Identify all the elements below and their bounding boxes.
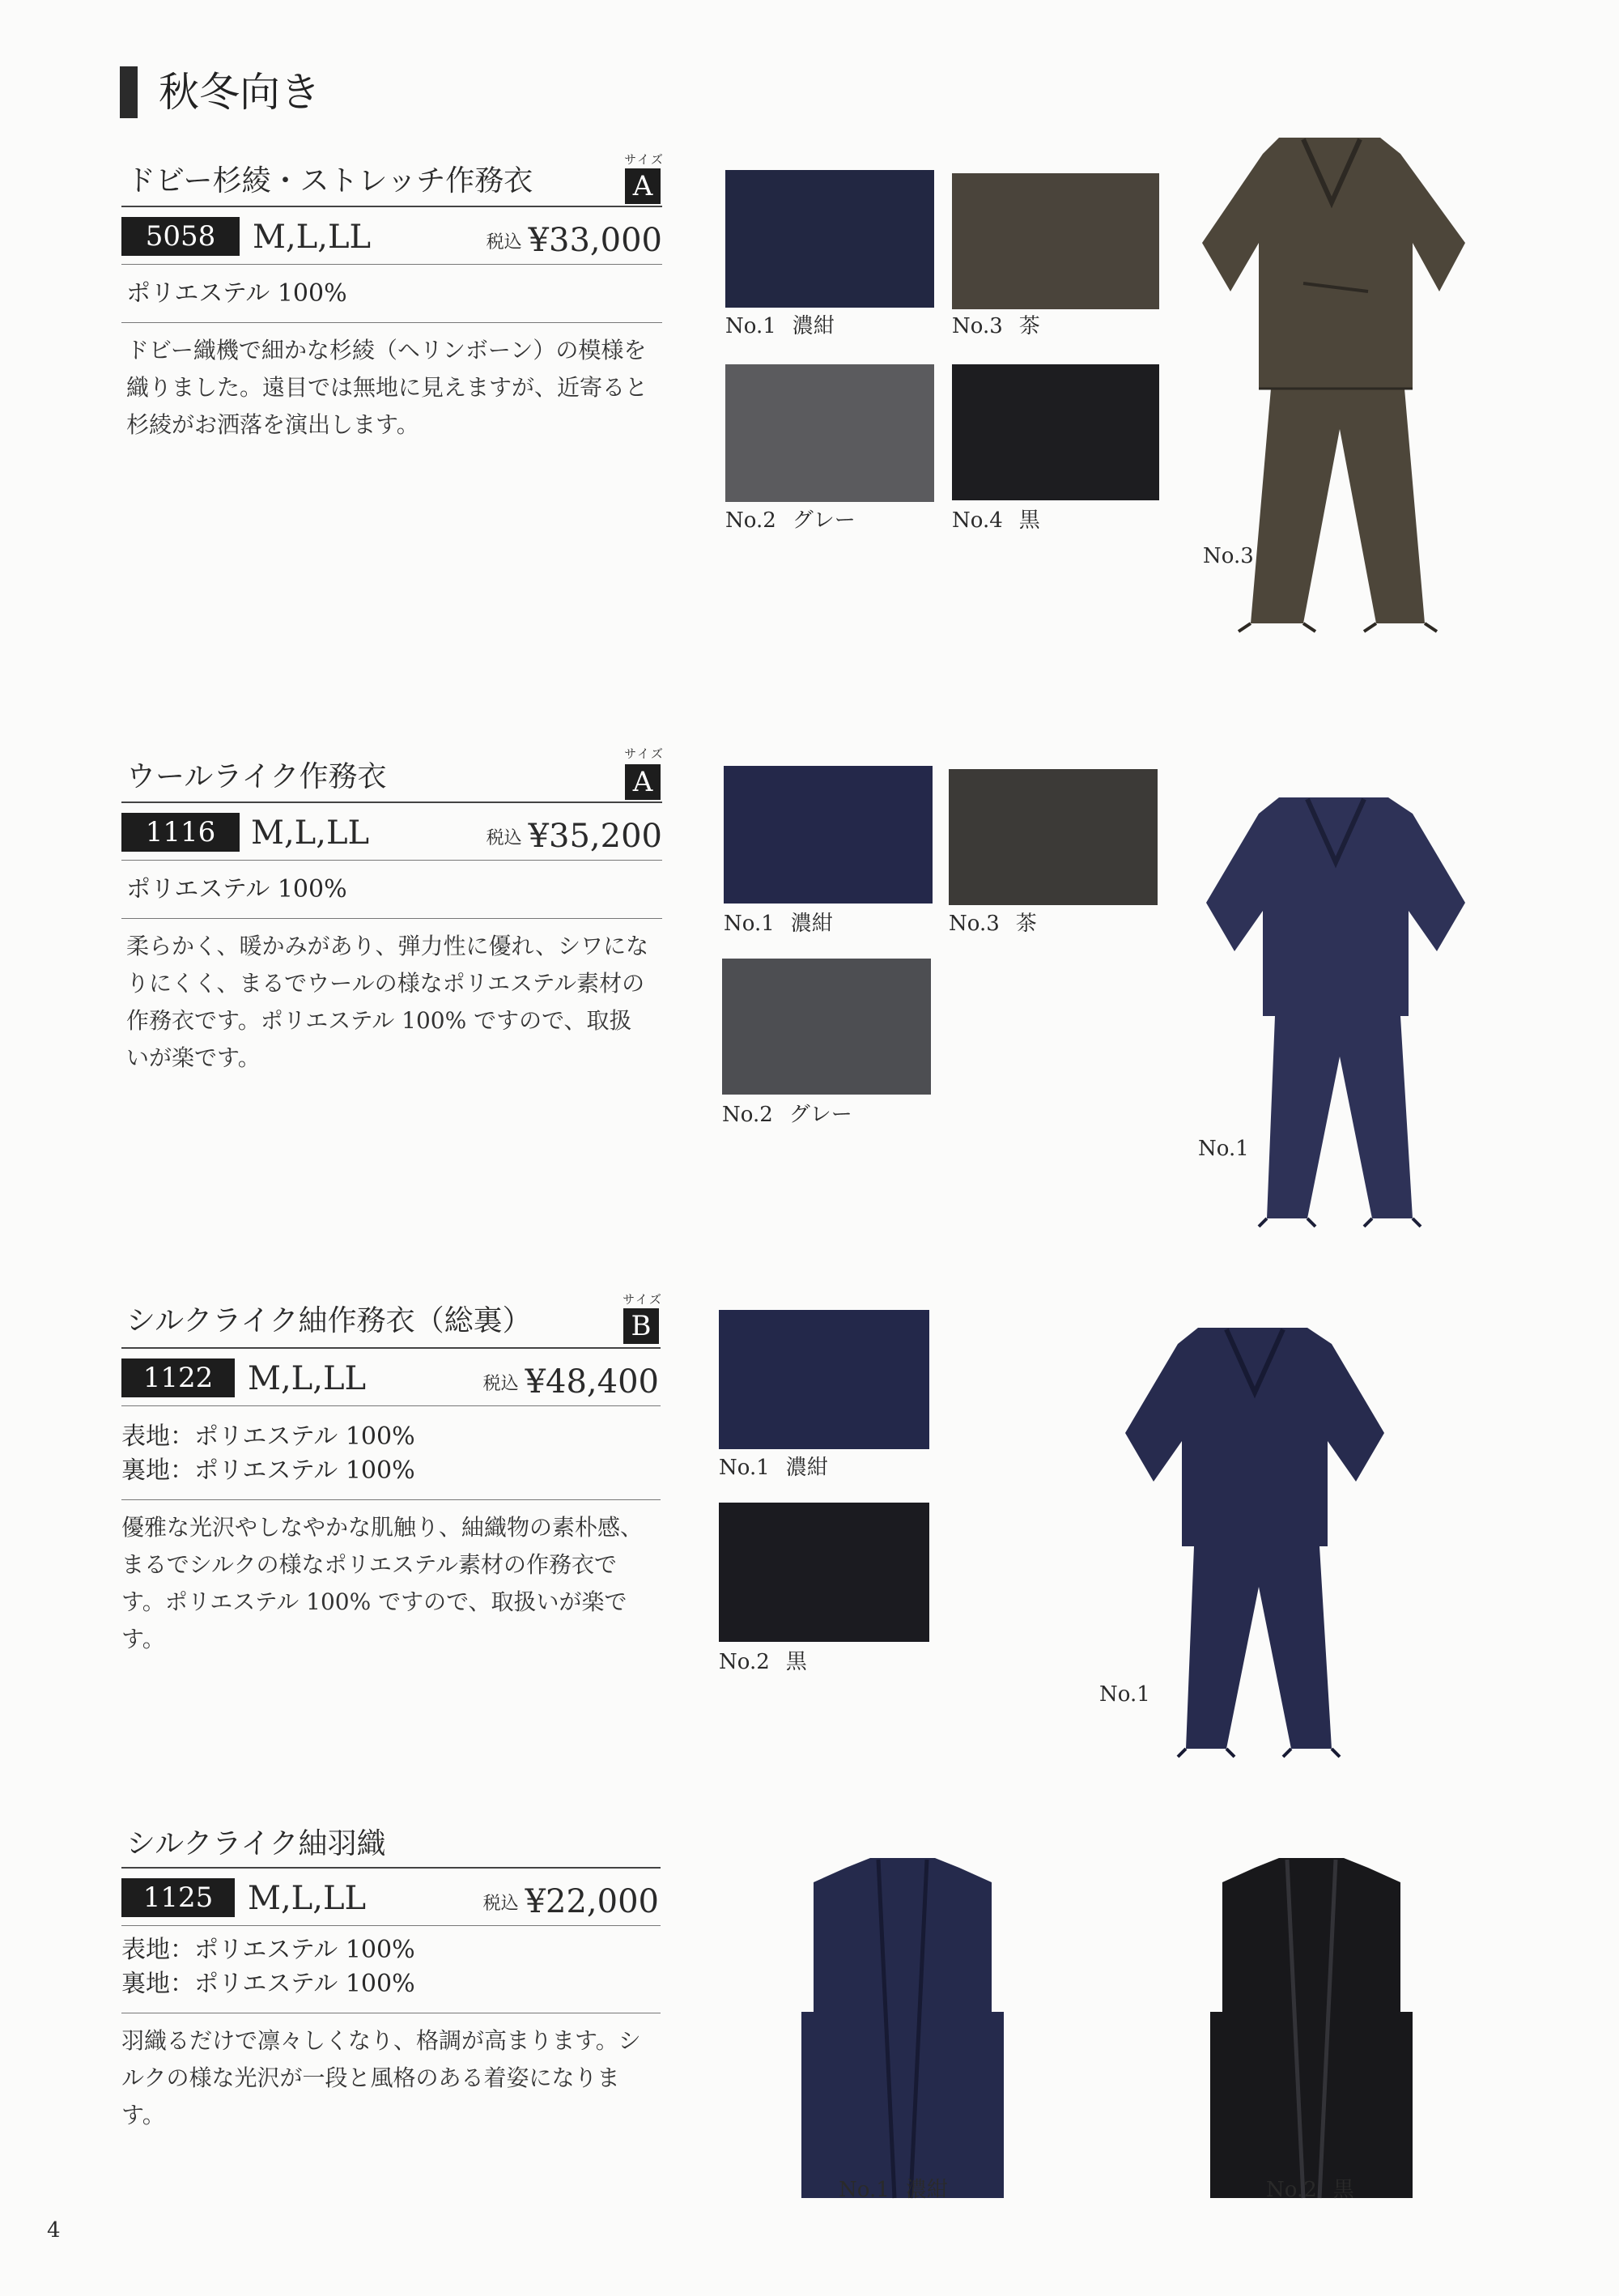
size-class-badge: A xyxy=(625,168,661,204)
price xyxy=(419,1362,659,1405)
swatch-navy xyxy=(719,1310,929,1449)
product-description: 優雅な光沢やしなやかな肌触り、紬織物の素朴感、まるでシルクの様なポリエステル素材の作務衣です。ポリエステル 100% ですので、取扱いが楽です。 xyxy=(121,1514,644,1652)
size-label: サイズ xyxy=(624,746,665,761)
photo-caption: No.2 黒 xyxy=(1266,2178,1354,2202)
price xyxy=(421,816,662,859)
swatch-brown xyxy=(949,769,1158,905)
divider xyxy=(121,1499,661,1500)
swatch-navy xyxy=(725,170,934,308)
divider xyxy=(121,1347,661,1349)
samue-photo xyxy=(1109,1320,1400,1773)
material-lining: 裏地：ポリエステル 100% xyxy=(121,1456,415,1485)
divider xyxy=(121,264,662,265)
swatch-gray xyxy=(722,959,931,1095)
product-description: 羽織るだけで凛々しくなり、格調が高まります。シルクの様な光沢が一段と風格のある着姿になります。 xyxy=(121,2027,641,2128)
available-sizes: M,L,LL xyxy=(248,1880,367,1917)
section-title: 秋冬向き xyxy=(159,69,321,116)
divider xyxy=(121,1405,661,1406)
price xyxy=(419,1881,659,1924)
product-code: 1116 xyxy=(121,813,240,852)
haori-photo-navy xyxy=(797,1850,1008,2206)
divider xyxy=(121,860,662,861)
product-name: ドビー杉綾・ストレッチ作務衣 xyxy=(126,164,533,198)
product-name: シルクライク紬羽織 xyxy=(126,1827,386,1860)
swatch-brown xyxy=(952,173,1159,309)
material-outer: 表地：ポリエステル 100% xyxy=(121,1422,415,1451)
tax-label: 税込 xyxy=(486,232,522,253)
swatch-caption: No.3 茶 xyxy=(952,314,1040,338)
swatch-caption: No.2 黒 xyxy=(719,1650,807,1674)
photo-caption: No.1 xyxy=(1099,1682,1150,1707)
product-name: ウールライク作務衣 xyxy=(126,760,387,793)
divider xyxy=(121,918,662,919)
product-code: 1125 xyxy=(121,1878,235,1917)
material: ポリエステル 100% xyxy=(126,875,347,904)
swatch-black xyxy=(719,1503,929,1642)
product-description: ドビー織機で細かな杉綾（ヘリンボーン）の模様を織りました。遠目では無地に見えますが、近寄ると杉綾がお洒落を演出します。 xyxy=(126,337,648,438)
product-name: シルクライク紬作務衣（総裏） xyxy=(126,1304,532,1337)
product-code: 5058 xyxy=(121,217,240,256)
size-class-badge: B xyxy=(623,1308,659,1344)
material-lining: 裏地：ポリエステル 100% xyxy=(121,1970,415,1998)
product-description: 柔らかく、暖かみがあり、弾力性に優れ、シワになりにくく、まるでウールの様なポリエステル素材の作務衣です。ポリエステル 100% ですので、取扱いが楽です。 xyxy=(126,933,649,1071)
samue-photo xyxy=(1190,789,1481,1243)
divider xyxy=(121,1925,661,1926)
divider xyxy=(121,206,662,207)
price-value: ¥22,000 xyxy=(525,1883,659,1920)
tax-label: 税込 xyxy=(482,1894,519,1914)
divider xyxy=(121,322,662,323)
size-label: サイズ xyxy=(623,1292,663,1307)
page-number: 4 xyxy=(47,2218,61,2243)
price xyxy=(421,220,662,263)
available-sizes: M,L,LL xyxy=(248,1360,367,1397)
tax-label: 税込 xyxy=(486,828,522,848)
divider xyxy=(121,801,662,803)
swatch-caption: No.1 濃紺 xyxy=(724,912,833,936)
swatch-caption: No.3 茶 xyxy=(949,912,1037,936)
tax-label: 税込 xyxy=(482,1374,519,1394)
photo-caption: No.1 濃紺 xyxy=(839,2178,948,2202)
swatch-caption: No.2 グレー xyxy=(722,1103,852,1127)
haori-photo-black xyxy=(1206,1850,1417,2206)
swatch-caption: No.2 グレー xyxy=(725,508,856,533)
swatch-caption: No.1 濃紺 xyxy=(719,1456,828,1480)
swatch-navy xyxy=(724,766,933,904)
swatch-caption: No.4 黒 xyxy=(952,508,1040,533)
photo-caption: No.3 xyxy=(1203,544,1254,568)
photo-caption: No.1 xyxy=(1198,1137,1249,1161)
swatch-black xyxy=(952,364,1159,500)
material: ポリエステル 100% xyxy=(126,279,347,308)
section-marker xyxy=(120,66,138,118)
price-value: ¥33,000 xyxy=(528,222,662,259)
divider xyxy=(121,1867,661,1869)
size-label: サイズ xyxy=(624,152,665,167)
size-class-badge: A xyxy=(625,764,661,800)
material-outer: 表地：ポリエステル 100% xyxy=(121,1936,415,1964)
price-value: ¥35,200 xyxy=(528,818,662,855)
product-code: 1122 xyxy=(121,1358,235,1397)
swatch-gray xyxy=(725,364,934,502)
available-sizes: M,L,LL xyxy=(253,219,372,256)
available-sizes: M,L,LL xyxy=(251,814,370,852)
price-value: ¥48,400 xyxy=(525,1363,659,1401)
swatch-caption: No.1 濃紺 xyxy=(725,314,835,338)
